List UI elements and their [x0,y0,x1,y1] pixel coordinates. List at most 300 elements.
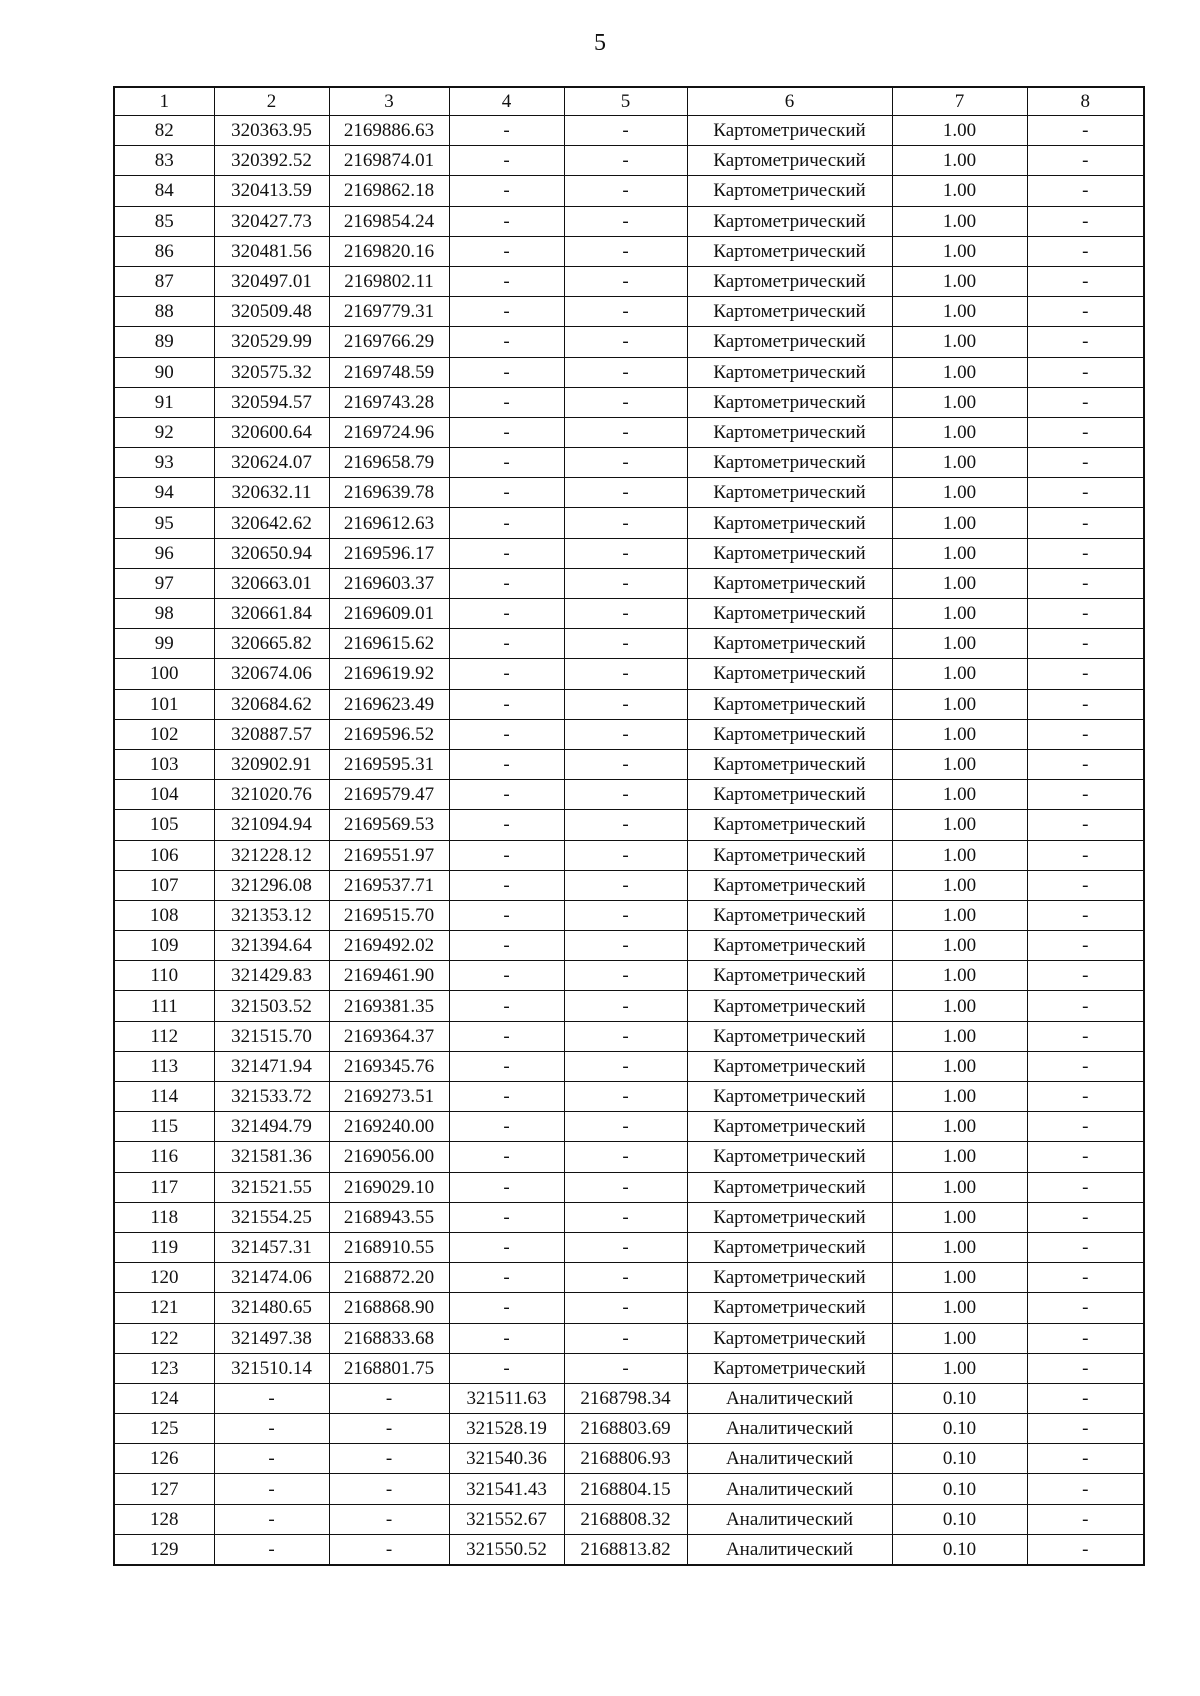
table-cell: 320509.48 [214,297,329,327]
table-cell: 320481.56 [214,236,329,266]
table-cell: - [564,900,687,930]
table-cell: - [449,1202,564,1232]
table-cell: 1.00 [892,599,1027,629]
table-cell: 119 [114,1232,214,1262]
table-cell: - [1027,1263,1144,1293]
table-cell: 321497.38 [214,1323,329,1353]
table-cell: 102 [114,719,214,749]
table-cell: 1.00 [892,1353,1027,1383]
table-cell: - [1027,478,1144,508]
table-cell: - [449,206,564,236]
table-cell: Картометрический [687,206,892,236]
header-row [114,87,1144,116]
table-cell: - [1027,870,1144,900]
table-row [114,931,1144,961]
table-cell: 1.00 [892,1293,1027,1323]
table-cell: 1.00 [892,870,1027,900]
table-row [114,1534,1144,1565]
table-cell: - [1027,1293,1144,1323]
table-cell: 91 [114,387,214,417]
table-cell: 321511.63 [449,1383,564,1413]
table-cell: - [564,1112,687,1142]
table-cell: - [564,840,687,870]
table-row [114,478,1144,508]
column-header: 8 [1027,87,1144,116]
table-cell: - [564,327,687,357]
table-cell: 2169766.29 [329,327,449,357]
table-cell: - [449,478,564,508]
table-cell: - [564,116,687,146]
table-cell: Картометрический [687,116,892,146]
table-cell: 1.00 [892,1112,1027,1142]
table-cell: - [564,719,687,749]
table-cell: 321457.31 [214,1232,329,1262]
table-cell: 85 [114,206,214,236]
table-cell: - [1027,1082,1144,1112]
table-cell: Картометрический [687,1172,892,1202]
table-cell: Аналитический [687,1474,892,1504]
table-cell: - [214,1414,329,1444]
table-cell: 2169461.90 [329,961,449,991]
table-cell: - [1027,931,1144,961]
table-cell: Картометрический [687,1323,892,1353]
table-cell: - [564,599,687,629]
table-row [114,1202,1144,1232]
column-header: 4 [449,87,564,116]
table-cell: 2169595.31 [329,749,449,779]
table-cell: 1.00 [892,780,1027,810]
table-cell: Картометрический [687,931,892,961]
table-cell: - [564,538,687,568]
table-cell: 1.00 [892,176,1027,206]
table-cell: 2169639.78 [329,478,449,508]
table-cell: 1.00 [892,931,1027,961]
table-cell: - [449,1051,564,1081]
table-cell: - [1027,900,1144,930]
table-cell: 1.00 [892,1323,1027,1353]
table-cell: 113 [114,1051,214,1081]
table-cell: - [564,1021,687,1051]
table-cell: - [1027,327,1144,357]
table-cell: Картометрический [687,568,892,598]
table-cell: - [1027,1021,1144,1051]
page-number: 5 [594,30,606,56]
table-cell: 125 [114,1414,214,1444]
table-cell: - [449,810,564,840]
table-cell: Аналитический [687,1383,892,1413]
table-cell: - [1027,387,1144,417]
table-cell: 1.00 [892,1263,1027,1293]
table-cell: - [564,1051,687,1081]
table-cell: 1.00 [892,116,1027,146]
table-cell: - [564,297,687,327]
table-cell: - [1027,689,1144,719]
table-row [114,1293,1144,1323]
table-cell: 1.00 [892,1232,1027,1262]
table-cell: - [564,659,687,689]
table-cell: - [449,1082,564,1112]
table-cell: 1.00 [892,417,1027,447]
table-cell: 2169743.28 [329,387,449,417]
table-cell: - [564,870,687,900]
table-cell: 321020.76 [214,780,329,810]
table-cell: 320624.07 [214,448,329,478]
table-cell: Картометрический [687,448,892,478]
table-cell: 2169551.97 [329,840,449,870]
table-cell: 320413.59 [214,176,329,206]
table-cell: 108 [114,900,214,930]
table-cell: 2169658.79 [329,448,449,478]
table-row [114,780,1144,810]
table-cell: - [1027,146,1144,176]
table-cell: 320600.64 [214,417,329,447]
table-cell: 103 [114,749,214,779]
table-cell: 321552.67 [449,1504,564,1534]
table-row [114,266,1144,296]
table-cell: 2169056.00 [329,1142,449,1172]
table-cell: 320661.84 [214,599,329,629]
table-row [114,961,1144,991]
table-cell: - [214,1534,329,1565]
table-cell: 122 [114,1323,214,1353]
table-cell: - [564,206,687,236]
table-cell: 320392.52 [214,146,329,176]
table-cell: Аналитический [687,1504,892,1534]
table-cell: 2169364.37 [329,1021,449,1051]
table-cell: - [564,1353,687,1383]
table-cell: - [1027,568,1144,598]
table-row [114,810,1144,840]
table-cell: 1.00 [892,478,1027,508]
table-cell: 320632.11 [214,478,329,508]
table-row [114,1142,1144,1172]
table-cell: 116 [114,1142,214,1172]
table-cell: 2169886.63 [329,116,449,146]
table-cell: 110 [114,961,214,991]
table-cell: 321510.14 [214,1353,329,1383]
table-cell: - [564,236,687,266]
table-row [114,991,1144,1021]
table-cell: Картометрический [687,870,892,900]
table-cell: 320887.57 [214,719,329,749]
table-cell: - [449,1112,564,1142]
table-cell: 1.00 [892,810,1027,840]
table-cell: - [214,1474,329,1504]
table-cell: Аналитический [687,1534,892,1565]
table-cell: 96 [114,538,214,568]
table-cell: 1.00 [892,629,1027,659]
table-cell: 2168910.55 [329,1232,449,1262]
table-cell: 2168943.55 [329,1202,449,1232]
table-cell: 2168803.69 [564,1414,687,1444]
table-cell: 2169612.63 [329,508,449,538]
table-cell: - [449,961,564,991]
table-row [114,1082,1144,1112]
table-cell: 2168801.75 [329,1353,449,1383]
table-cell: 1.00 [892,991,1027,1021]
table-cell: - [1027,1444,1144,1474]
table-cell: 0.10 [892,1383,1027,1413]
table-cell: - [329,1444,449,1474]
table-cell: - [1027,1202,1144,1232]
table-row [114,146,1144,176]
table-cell: 0.10 [892,1414,1027,1444]
table-cell: 2169854.24 [329,206,449,236]
table-cell: - [1027,780,1144,810]
table-cell: 321353.12 [214,900,329,930]
table-row [114,206,1144,236]
table-cell: - [449,327,564,357]
table-cell: 83 [114,146,214,176]
table-cell: 321228.12 [214,840,329,870]
table-row [114,1383,1144,1413]
table-cell: 320684.62 [214,689,329,719]
table-cell: 321394.64 [214,931,329,961]
table-cell: - [449,931,564,961]
table-cell: - [1027,810,1144,840]
table-cell: - [449,1353,564,1383]
table-row [114,387,1144,417]
table-cell: - [1027,448,1144,478]
table-row [114,417,1144,447]
table-cell: - [449,1263,564,1293]
table-cell: - [449,1172,564,1202]
table-cell: 97 [114,568,214,598]
table-cell: 114 [114,1082,214,1112]
table-cell: Картометрический [687,1051,892,1081]
table-cell: 115 [114,1112,214,1142]
table-row [114,629,1144,659]
table-cell: - [329,1534,449,1565]
table-cell: - [1027,1534,1144,1565]
table-cell: 2169579.47 [329,780,449,810]
table-cell: Картометрический [687,266,892,296]
table-cell: 321515.70 [214,1021,329,1051]
table-cell: 2169273.51 [329,1082,449,1112]
table-cell: - [1027,297,1144,327]
table-cell: Картометрический [687,900,892,930]
table-cell: 2169596.52 [329,719,449,749]
table-cell: 1.00 [892,266,1027,296]
table-cell: Картометрический [687,780,892,810]
table-cell: Картометрический [687,1353,892,1383]
table-cell: Картометрический [687,146,892,176]
column-header: 5 [564,87,687,116]
table-cell: 1.00 [892,508,1027,538]
table-row [114,689,1144,719]
table-row [114,327,1144,357]
table-cell: 124 [114,1383,214,1413]
table-cell: Картометрический [687,327,892,357]
table-cell: 1.00 [892,1082,1027,1112]
table-cell: 321521.55 [214,1172,329,1202]
table-cell: 2168868.90 [329,1293,449,1323]
table-cell: 2169820.16 [329,236,449,266]
table-cell: 1.00 [892,1142,1027,1172]
table-cell: Аналитический [687,1444,892,1474]
table-cell: - [449,116,564,146]
table-cell: - [564,991,687,1021]
table-cell: 0.10 [892,1504,1027,1534]
table-cell: - [564,1172,687,1202]
table-cell: 123 [114,1353,214,1383]
column-header: 1 [114,87,214,116]
table-cell: 1.00 [892,689,1027,719]
table-cell: - [1027,538,1144,568]
table-cell: - [564,508,687,538]
table-cell: 1.00 [892,1172,1027,1202]
table-cell: Картометрический [687,176,892,206]
table-cell: 106 [114,840,214,870]
table-cell: - [1027,206,1144,236]
table-cell: 1.00 [892,1051,1027,1081]
table-cell: 320497.01 [214,266,329,296]
table-cell: 94 [114,478,214,508]
table-cell: 1.00 [892,146,1027,176]
table-cell: - [1027,176,1144,206]
table-cell: 320902.91 [214,749,329,779]
table-cell: 2169802.11 [329,266,449,296]
column-header: 7 [892,87,1027,116]
table-cell: Картометрический [687,749,892,779]
table-row [114,508,1144,538]
table-cell: 109 [114,931,214,961]
table-cell: 321533.72 [214,1082,329,1112]
table-cell: Картометрический [687,417,892,447]
table-cell: - [1027,1504,1144,1534]
table-cell: - [564,810,687,840]
table-cell: - [449,629,564,659]
table-cell: 104 [114,780,214,810]
table-cell: 1.00 [892,448,1027,478]
table-cell: - [449,387,564,417]
table-cell: 0.10 [892,1474,1027,1504]
table-cell: - [1027,357,1144,387]
table-cell: 2168806.93 [564,1444,687,1474]
table-cell: 320665.82 [214,629,329,659]
table-cell: Картометрический [687,478,892,508]
table-cell: 0.10 [892,1444,1027,1474]
table-cell: Картометрический [687,719,892,749]
table-cell: 101 [114,689,214,719]
table-cell: - [564,568,687,598]
table-cell: 120 [114,1263,214,1293]
table-cell: 126 [114,1444,214,1474]
table-cell: - [214,1504,329,1534]
table-cell: - [1027,1474,1144,1504]
table-cell: - [564,1263,687,1293]
table-cell: 95 [114,508,214,538]
table-cell: - [1027,719,1144,749]
table-cell: Картометрический [687,1021,892,1051]
table-row [114,749,1144,779]
table-cell: 1.00 [892,1021,1027,1051]
table-cell: 2169862.18 [329,176,449,206]
table-cell: 320427.73 [214,206,329,236]
table-cell: 2169619.92 [329,659,449,689]
table-cell: 1.00 [892,840,1027,870]
column-header: 3 [329,87,449,116]
table-cell: 321296.08 [214,870,329,900]
table-cell: - [449,1293,564,1323]
table-cell: - [1027,961,1144,991]
table-cell: 320650.94 [214,538,329,568]
table-cell: Картометрический [687,840,892,870]
table-cell: - [564,1323,687,1353]
table-cell: - [214,1444,329,1474]
table-cell: - [1027,1172,1144,1202]
table-cell: 321471.94 [214,1051,329,1081]
table-cell: 1.00 [892,297,1027,327]
table-cell: 1.00 [892,387,1027,417]
table-cell: 98 [114,599,214,629]
table-cell: 128 [114,1504,214,1534]
table-cell: 0.10 [892,1534,1027,1565]
table-cell: Картометрический [687,357,892,387]
table-cell: - [1027,629,1144,659]
table-cell: 1.00 [892,659,1027,689]
table-row [114,1474,1144,1504]
table-cell: Картометрический [687,1142,892,1172]
table-cell: Картометрический [687,629,892,659]
table-cell: - [1027,840,1144,870]
table-cell: - [1027,1232,1144,1262]
table-cell: - [564,961,687,991]
table-row [114,870,1144,900]
table-cell: - [329,1383,449,1413]
table-row [114,719,1144,749]
table-cell: - [564,448,687,478]
table-cell: 321094.94 [214,810,329,840]
table-cell: 2169615.62 [329,629,449,659]
table-cell: 320674.06 [214,659,329,689]
table-cell: 1.00 [892,568,1027,598]
table-cell: Картометрический [687,236,892,266]
table-cell: - [1027,599,1144,629]
table-cell: 2169724.96 [329,417,449,447]
table-cell: - [214,1383,329,1413]
table-cell: - [564,357,687,387]
table-cell: 105 [114,810,214,840]
table-cell: Картометрический [687,538,892,568]
table-cell: - [564,266,687,296]
table-cell: - [449,1142,564,1172]
table-cell: 320575.32 [214,357,329,387]
table-row [114,1323,1144,1353]
table-cell: - [564,1142,687,1172]
table-cell: - [449,236,564,266]
table-cell: - [449,749,564,779]
table-cell: 2169345.76 [329,1051,449,1081]
table-row [114,599,1144,629]
table-cell: Картометрический [687,387,892,417]
table-cell: - [564,478,687,508]
table-cell: 321540.36 [449,1444,564,1474]
table-cell: - [1027,659,1144,689]
table-cell: - [449,357,564,387]
table-row [114,1263,1144,1293]
table-row [114,900,1144,930]
table-cell: Картометрический [687,1112,892,1142]
column-header: 6 [687,87,892,116]
table-cell: - [1027,508,1144,538]
table-row [114,176,1144,206]
table-cell: 118 [114,1202,214,1232]
table-cell: - [1027,116,1144,146]
table-cell: - [449,599,564,629]
table-cell: - [449,297,564,327]
table-cell: 92 [114,417,214,447]
